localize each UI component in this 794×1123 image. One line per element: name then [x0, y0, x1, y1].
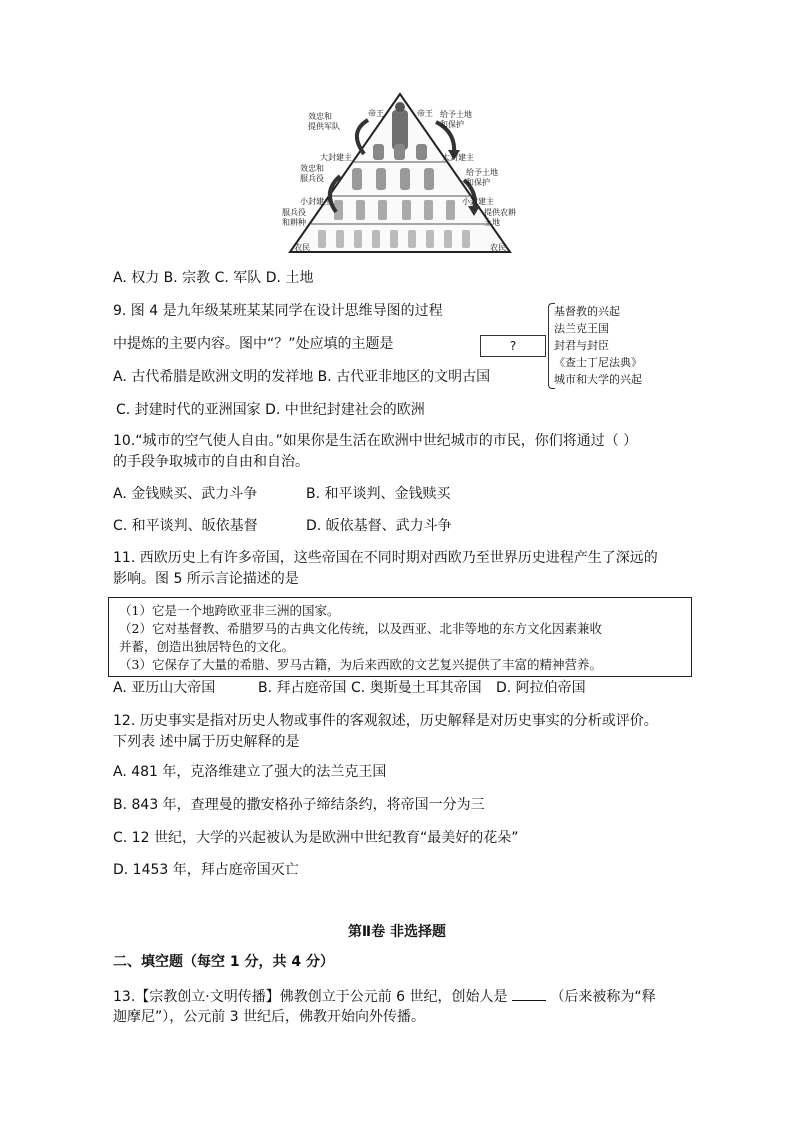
q13-answer-blank[interactable]: [512, 986, 546, 1001]
mind-map-item: 法兰克王国: [554, 322, 609, 335]
q10-stem-line1: 10.“城市的空气使人自由。”如果你是生活在欧洲中世纪城市的市民，你们将通过（ ）: [113, 433, 638, 449]
q12-option-a: A. 481 年，克洛维建立了强大的法兰克王国: [113, 764, 387, 780]
pyramid-mid-right-lord: 大封建主: [442, 153, 474, 162]
q11-stem-line2: 影响。图 5 所示言论描述的是: [113, 571, 299, 587]
pyramid-top-left: 效忠和 提供军队: [308, 112, 340, 131]
pyramid-king-left: 帝王: [368, 109, 384, 118]
q9-question-box: ?: [480, 335, 546, 357]
pyramid-peasant-right: 农民: [490, 243, 506, 252]
q11-option-bc: B. 拜占庭帝国 C. 奥斯曼土耳其帝国: [258, 680, 482, 696]
pyramid-low-left: 服兵役 和耕种: [282, 208, 306, 227]
quote-line: （3）它保存了大量的希腊、罗马古籍，为后来西欧的文艺复兴提供了丰富的精神营养。: [119, 657, 602, 672]
q11-stem-line1: 11. 西欧历史上有许多帝国，这些帝国在不同时期对西欧乃至世界历史进程产生了深远的: [113, 550, 658, 566]
q9-options-cd: C. 封建时代的亚洲国家 D. 中世纪封建社会的欧洲: [116, 402, 425, 418]
q12-stem-line1: 12. 历史事实是指对历史人物或事件的客观叙述，历史解释是对历史事实的分析或评价。: [113, 713, 658, 729]
quote-line: （1）它是一个地跨欧亚非三洲的国家。: [119, 603, 340, 618]
q10-option-a: A. 金钱赎买、武力斗争: [113, 486, 258, 502]
q9-options-ab: A. 古代希腊是欧洲文明的发祥地 B. 古代亚非地区的文明古国: [113, 369, 491, 385]
quote-line: 并蓄，创造出独居特色的文化。: [119, 639, 295, 654]
q8-options: A. 权力 B. 宗教 C. 军队 D. 土地: [113, 270, 314, 286]
mind-map-item: 《查士丁尼法典》: [554, 356, 642, 369]
quote-line: （2）它对基督教、希腊罗马的古典文化传统，以及西亚、北非等地的东方文化因素兼收: [119, 621, 602, 636]
q12-option-b: B. 843 年，查理曼的撒安格孙子缔结条约，将帝国一分为三: [113, 797, 485, 813]
q11-option-a: A. 亚历山大帝国: [113, 680, 216, 696]
q12-option-c: C. 12 世纪，大学的兴起被认为是欧洲中世纪教育“最美好的花朵”: [113, 830, 519, 846]
pyramid-low-right-lord: 小封建主: [462, 197, 494, 206]
mind-map-item: 封君与封臣: [554, 339, 609, 352]
q13-prefix: 13.【宗教创立·文明传播】佛教创立于公元前 6 世纪，创始人是: [113, 989, 508, 1005]
q13-suffix: （后来被称为“释: [550, 989, 656, 1005]
q10-option-d: D. 皈依基督、武力斗争: [306, 518, 452, 534]
mind-map-item: 基督教的兴起: [554, 305, 620, 318]
pyramid-low-left-lord: 小封建主: [300, 197, 332, 206]
q10-option-b: B. 和平谈判、金钱赎买: [306, 486, 451, 502]
q13-stem-line2: 迦摩尼”），公元前 3 世纪后，佛教开始向外传播。: [113, 1009, 426, 1025]
q11-option-d: D. 阿拉伯帝国: [496, 680, 586, 696]
q10-stem-line2: 的手段争取城市的自由和自治。: [113, 454, 309, 470]
q10-option-c: C. 和平谈判、皈依基督: [113, 518, 258, 534]
q9-stem-line1: 9. 图 4 是九年级某班某某同学在设计思维导图的过程: [113, 303, 443, 319]
section-title: 第Ⅱ卷 非选择题: [347, 924, 447, 940]
q12-stem-line2: 下列表 述中属于历史解释的是: [113, 734, 300, 750]
pyramid-mid-left-lord: 大封建主: [320, 153, 352, 162]
part-two-heading: 二、填空题（每空 1 分，共 4 分）: [113, 954, 334, 970]
pyramid-mid-right: 给予土地 和保护: [466, 168, 498, 187]
mind-map-item: 城市和大学的兴起: [554, 373, 642, 386]
q9-stem-line2: 中提炼的主要内容。图中“？”处应填的主题是: [113, 336, 394, 352]
q13-stem-line1: [113, 986, 656, 1007]
pyramid-peasant-left: 农民: [294, 243, 310, 252]
q12-option-d: D. 1453 年，拜占庭帝国灭亡: [113, 862, 299, 878]
q9-mind-map: [548, 301, 688, 389]
pyramid-top-right: 给予土地 和保护: [440, 110, 472, 129]
pyramid-low-right: 提供农耕 土地: [484, 208, 516, 227]
feudal-pyramid-figure: [278, 92, 523, 262]
pyramid-mid-left: 效忠和 服兵役: [300, 164, 324, 183]
q11-quote-box: [108, 597, 692, 677]
pyramid-king-right: 帝王: [417, 109, 433, 118]
